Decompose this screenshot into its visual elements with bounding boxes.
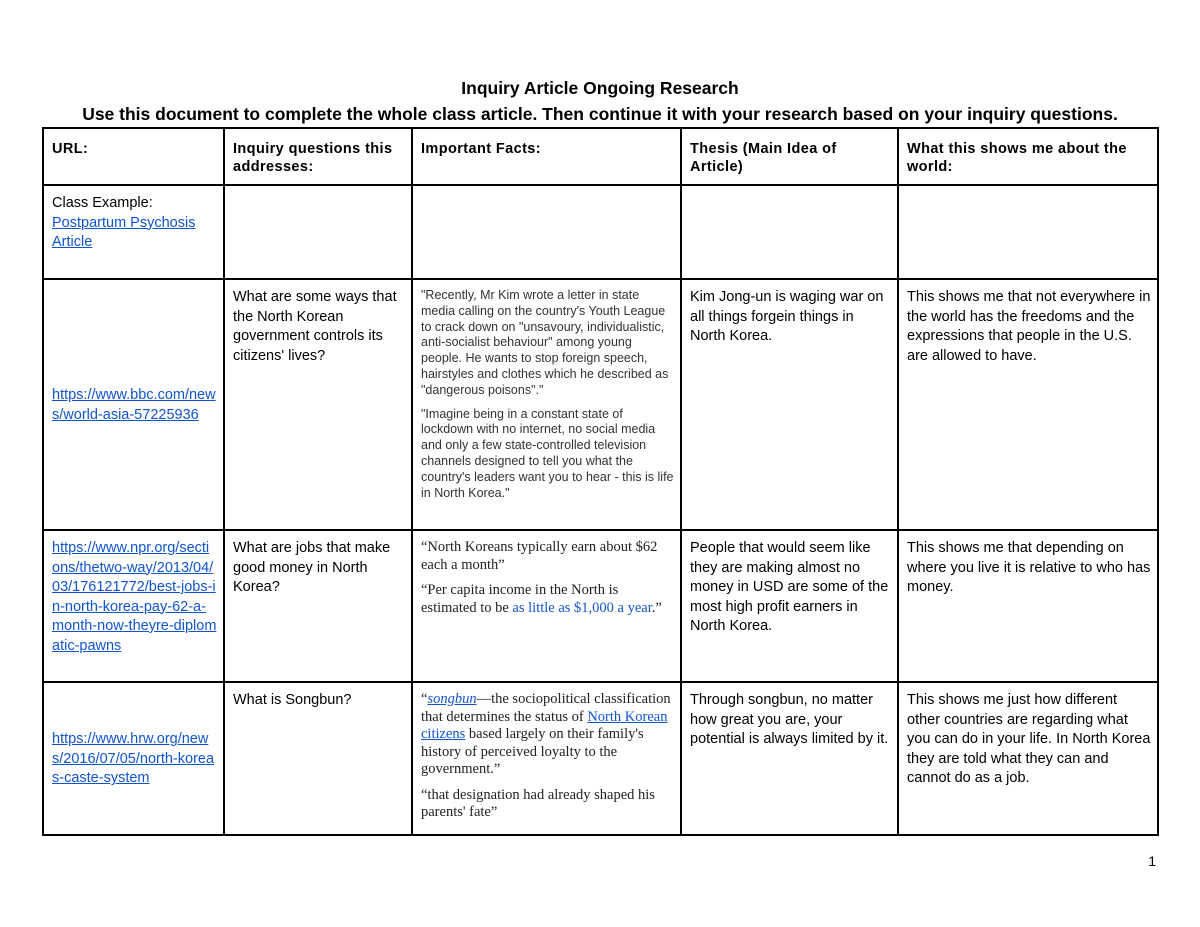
thesis-cell: People that would seem like they are making almost no money in USD are some of the most high profit earners in North Korea. xyxy=(681,530,898,682)
page-number: 1 xyxy=(1148,853,1156,869)
empty-cell xyxy=(224,185,412,279)
fact-quote: "Imagine being in a constant state of lockdown with no internet, no social media and only a few state-controlled television channels designed to tell you what the country's leaders want you to hear - this is life in North Korea." xyxy=(421,406,674,500)
facts-cell xyxy=(412,279,681,530)
fact-quote: "Recently, Mr Kim wrote a letter in state media calling on the country's Youth League to crack down on "unsavoury, individualistic, anti-socialist behaviour" among young people. He wants to stop foreign speech, hairstyles and clothes which he described as "dangerous poisons"." xyxy=(421,288,669,397)
table-header-row xyxy=(43,128,1158,185)
world-cell: This shows me that not everywhere in the world has the freedoms and the expressions that people in the U.S. are allowed to have. xyxy=(898,279,1158,530)
world-cell: This shows me that depending on where you live it is relative to who has money. xyxy=(898,530,1158,682)
empty-cell xyxy=(681,185,898,279)
fact-quote: “that designation had already shaped his parents' fate” xyxy=(421,786,655,820)
document-subtitle: Use this document to complete the whole class article. Then continue it with your research based on your inquiry questions. xyxy=(82,104,1118,124)
thesis-cell: Kim Jong-un is waging war on all things forgein things in North Korea. xyxy=(681,279,898,530)
facts-cell xyxy=(412,682,681,835)
fact-quote: “North Koreans typically earn about $62 each a month” xyxy=(421,539,658,573)
question-cell: What are some ways that the North Korean government controls its citizens' lives? xyxy=(224,279,412,530)
question-cell: What is Songbun? xyxy=(224,682,412,835)
question-cell: What are jobs that make good money in North Korea? xyxy=(224,530,412,682)
fact-text: based largely on their family's history of perceived loyalty to the government.” xyxy=(421,726,644,777)
class-example-label: Class Example: xyxy=(52,195,153,211)
header-world: What this shows me about the world: xyxy=(898,128,1158,185)
fact-text: “Per capita income in the North is estimated to be xyxy=(421,582,619,616)
facts-cell xyxy=(412,530,681,682)
header-questions: Inquiry questions this addresses: xyxy=(224,128,412,185)
header-thesis: Thesis (Main Idea of Article) xyxy=(681,128,898,185)
empty-cell xyxy=(412,185,681,279)
fact-inline-link[interactable]: songbun xyxy=(427,691,477,707)
bbc-link[interactable]: https://www.bbc.com/news/world-asia-57225936 xyxy=(52,387,216,423)
header-facts: Important Facts: xyxy=(412,128,681,185)
fact-quote xyxy=(421,582,674,617)
fact-inline-link[interactable]: as little as $1,000 a year xyxy=(512,599,652,616)
research-table xyxy=(42,127,1159,836)
hrw-link[interactable]: https://www.hrw.org/news/2016/07/05/north-koreas-caste-system xyxy=(52,731,215,787)
document-title: Inquiry Article Ongoing Research xyxy=(461,78,739,98)
world-cell: This shows me just how different other countries are regarding what you can do in your life. In North Korea they are told what they can and cannot do as a job. xyxy=(898,682,1158,835)
class-example-cell xyxy=(43,185,224,279)
thesis-cell: Through songbun, no matter how great you are, your potential is always limited by it. xyxy=(681,682,898,835)
table-row xyxy=(43,185,1158,279)
table-row xyxy=(43,530,1158,682)
npr-link[interactable]: https://www.npr.org/sections/thetwo-way/2013/04/03/176121772/best-jobs-in-north-korea-pay-62-a-month-now-theyre-diplomatic-pawns xyxy=(52,540,217,654)
fact-text: “ xyxy=(421,691,428,707)
empty-cell xyxy=(898,185,1158,279)
fact-quote xyxy=(421,691,674,779)
table-row xyxy=(43,279,1158,530)
header-url: URL: xyxy=(43,128,224,185)
fact-text: .” xyxy=(651,599,662,616)
url-cell xyxy=(43,279,224,530)
class-example-link[interactable]: Postpartum Psychosis Article xyxy=(52,214,196,250)
fact-text: —the sociopolitical classification that determines the status of xyxy=(421,691,671,725)
url-cell xyxy=(43,530,224,682)
url-cell xyxy=(43,682,224,835)
fact-inline-link[interactable]: North Korean citizens xyxy=(421,708,668,742)
table-row xyxy=(43,682,1158,835)
